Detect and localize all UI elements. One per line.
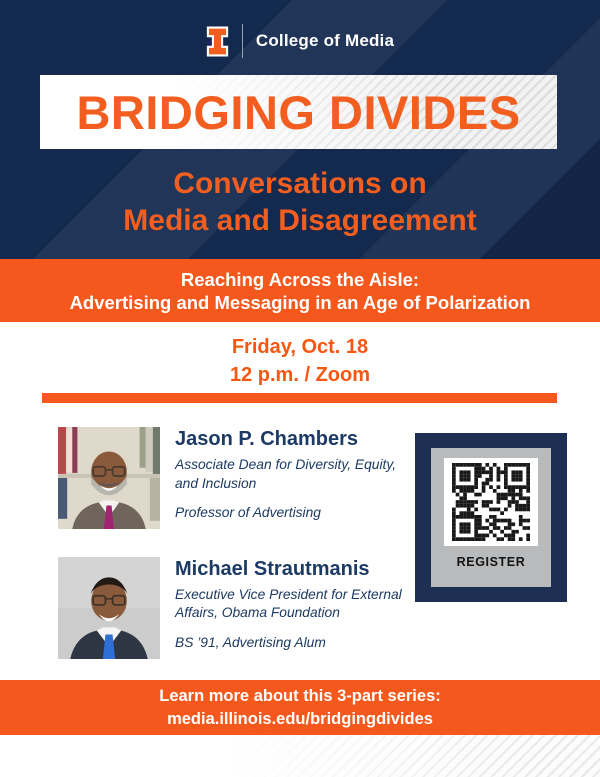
series-title: BRIDGING DIVIDES bbox=[76, 85, 521, 139]
header-brand bbox=[0, 21, 600, 61]
speaker-info bbox=[175, 557, 418, 664]
qr-code-icon[interactable] bbox=[444, 458, 538, 546]
speaker-title-secondary: Professor of Advertising bbox=[175, 505, 321, 520]
speaker-title: Executive Vice President for External Affairs, Obama Foundation bbox=[175, 586, 402, 620]
speaker-title: Associate Dean for Diversity, Equity, and Inclusion bbox=[175, 457, 397, 491]
hero-section bbox=[0, 0, 600, 259]
speaker-name: Jason P. Chambers bbox=[175, 428, 359, 450]
speaker-title-secondary: BS ’91, Advertising Alum bbox=[175, 634, 326, 650]
footer-band bbox=[0, 680, 600, 735]
datetime-section bbox=[0, 322, 600, 389]
bottom-hatch-strip bbox=[0, 735, 600, 777]
illinois-block-i-icon bbox=[206, 26, 229, 57]
title-band bbox=[40, 75, 557, 149]
speakers-list bbox=[58, 427, 418, 663]
register-label: REGISTER bbox=[456, 555, 526, 569]
college-name: College of Media bbox=[255, 31, 395, 50]
session-line-1: Reaching Across the Aisle: bbox=[180, 268, 420, 290]
speaker-name: Michael Strautmanis bbox=[175, 557, 370, 580]
speaker-card bbox=[58, 427, 418, 534]
register-panel[interactable] bbox=[415, 433, 567, 602]
register-panel-inner bbox=[431, 448, 551, 587]
event-time: 12 p.m. / Zoom bbox=[229, 364, 371, 386]
portrait-michael-strautmanis bbox=[58, 557, 160, 659]
footer-text: Learn more about this 3-part series: bbox=[159, 686, 441, 705]
series-subtitle bbox=[0, 165, 600, 239]
speaker-card bbox=[58, 557, 418, 664]
session-line-2: Advertising and Messaging in an Age of Polarization bbox=[69, 291, 531, 313]
speaker-info bbox=[175, 427, 418, 534]
session-title-band bbox=[0, 259, 600, 322]
orange-divider bbox=[42, 393, 557, 403]
subtitle-line-2: Media and Disagreement bbox=[123, 204, 477, 237]
footer-url[interactable]: media.illinois.edu/bridgingdivides bbox=[167, 709, 433, 728]
event-date: Friday, Oct. 18 bbox=[231, 336, 369, 358]
subtitle-line-1: Conversations on bbox=[173, 167, 427, 200]
brand-divider bbox=[242, 24, 243, 58]
portrait-jason-chambers bbox=[58, 427, 160, 529]
